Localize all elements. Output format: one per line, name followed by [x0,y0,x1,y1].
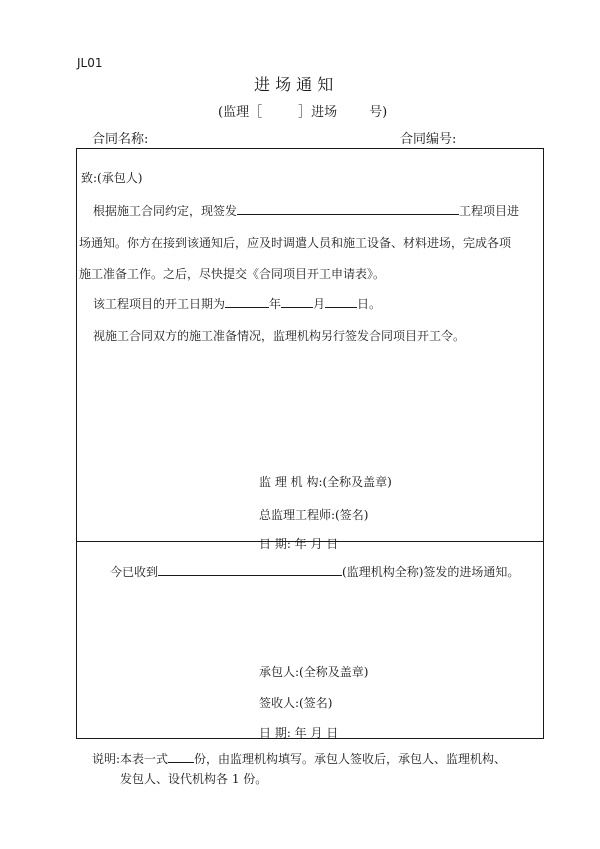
notice-text-b: 工程项目进 [459,204,520,218]
start-date-label: 该工程项目的开工日期为 [93,297,226,311]
start-year-blank[interactable] [225,295,269,308]
month-label: 月 [313,297,326,311]
copies-blank[interactable] [168,750,194,763]
supervision-agency-blank[interactable] [158,563,342,576]
document-number [218,101,387,120]
notice-text-a: 根据施工合同约定，现签发 [93,204,238,218]
page-title: 进 场 通 知 [254,75,334,94]
start-day-blank[interactable] [325,295,357,308]
contract-number-label: 合同编号: [400,132,457,147]
day-label: 日。 [357,297,382,311]
recipient-label: 致:(承包人) [81,171,143,185]
note-text-a: 说明:本表一式 [92,752,169,766]
chief-engineer-signature: 总监理工程师:(签名) [259,508,369,522]
supervision-agency-signature: 监 理 机 构:(全称及盖章) [259,475,392,489]
receipt-line [110,563,519,580]
project-name-blank[interactable] [237,202,459,215]
notice-section [76,148,544,551]
form-code: JL01 [77,56,103,70]
notice-paragraph-line3: 施工准备工作。之后，尽快提交《合同项目开工申请表》。 [79,267,386,281]
receipt-text-a: 今已收到 [110,565,159,579]
notice-paragraph-line1 [93,202,519,219]
start-date-line [93,295,381,312]
contractor-signature: 承包人:(全称及盖章) [259,665,369,679]
receipt-section [76,541,544,739]
notice-date-line: 日 期: 年 月 日 [259,537,339,551]
contract-name-label: 合同名称: [92,132,149,147]
document-number-middle: ］进场 [298,105,338,120]
start-month-blank[interactable] [281,295,313,308]
receipt-text-b: (监理机构全称)签发的进场通知。 [342,565,520,579]
commencement-order-note: 视施工合同双方的施工准备情况，监理机构另行签发合同项目开工令。 [93,329,466,343]
note-text-b: 份，由监理机构填写。承包人签收后，承包人、监理机构、 [194,752,507,766]
receiver-signature: 签收人:(签名) [259,696,333,710]
document-number-suffix: 号) [369,105,388,120]
receipt-date-line: 日 期: 年 月 日 [259,726,339,740]
document-number-prefix: (监理［ [218,105,263,120]
note-line-1 [92,750,506,767]
note-line-2: 发包人、设代机构各 1 份。 [120,772,268,786]
notice-paragraph-line2: 场通知。你方在接到该通知后，应及时调遣人员和施工设备、材料进场，完成各项 [79,236,512,250]
year-label: 年 [269,297,282,311]
